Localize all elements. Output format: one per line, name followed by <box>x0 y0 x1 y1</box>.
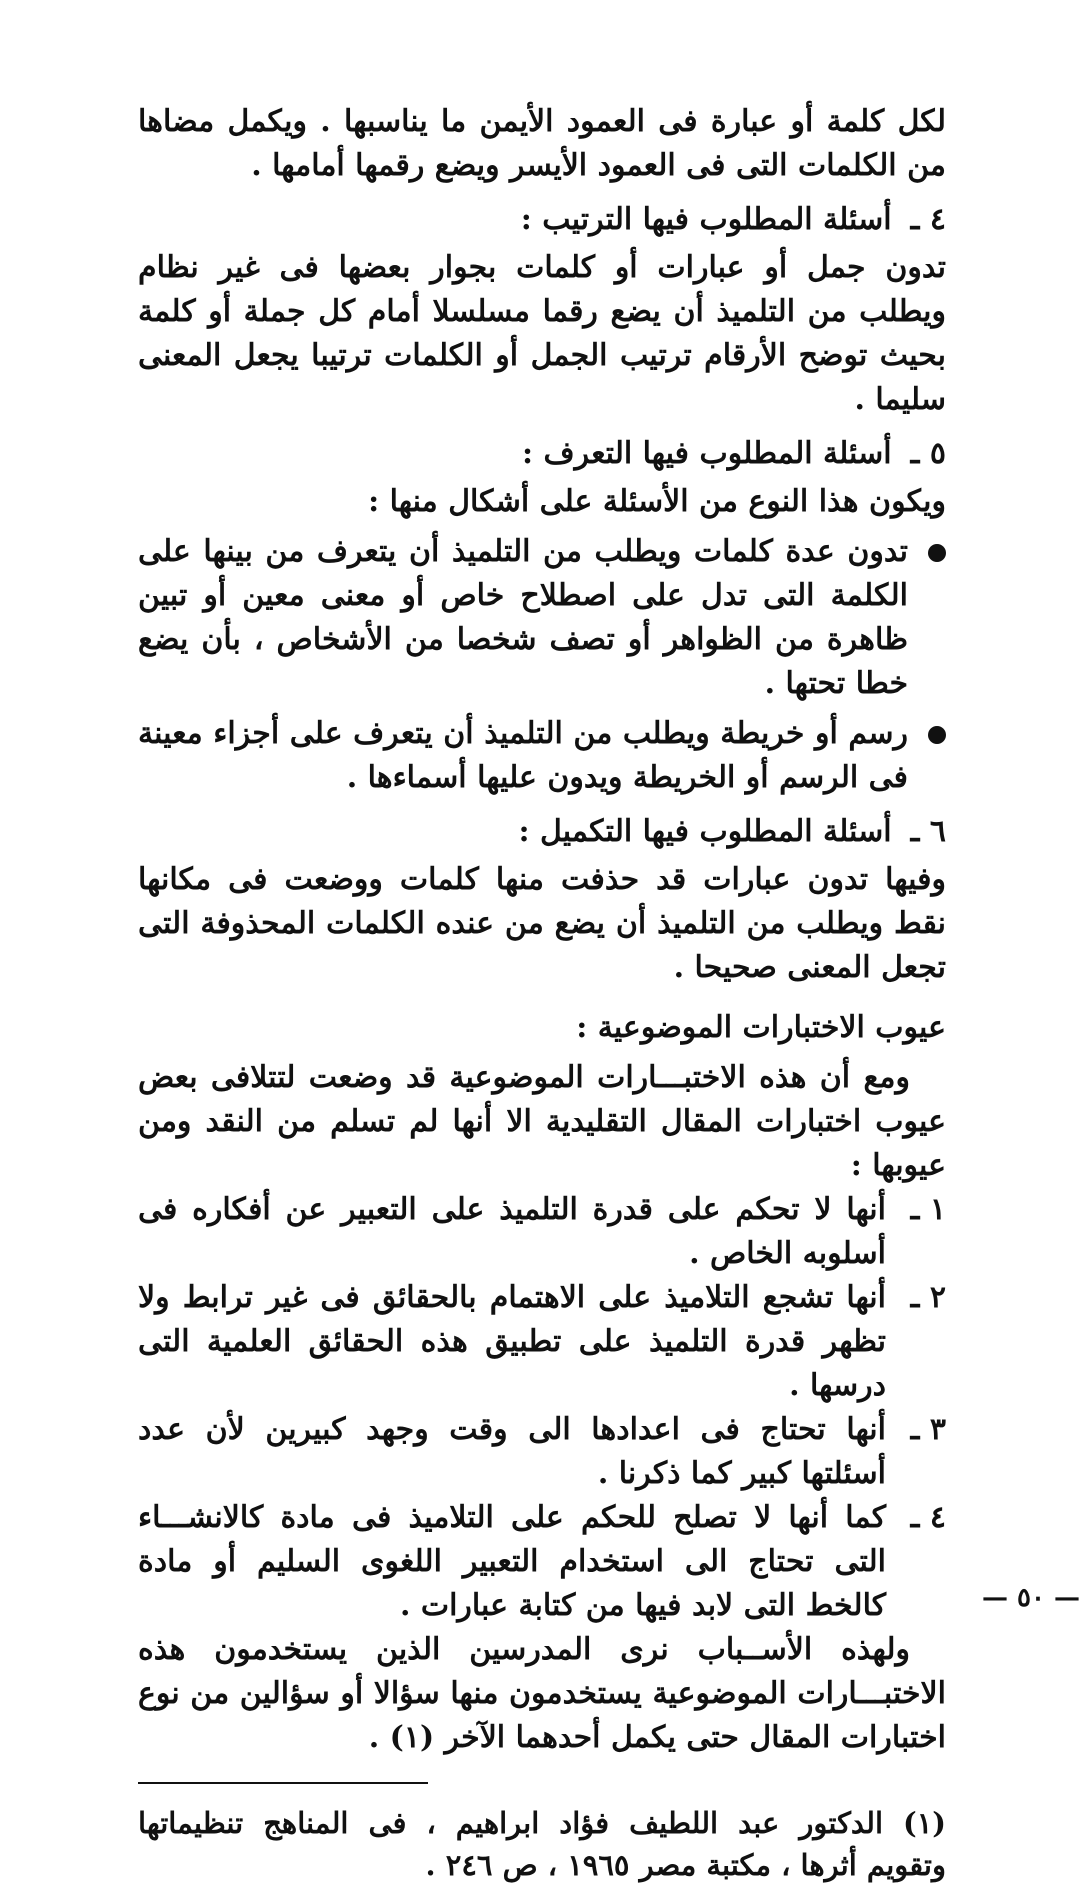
flaws-section-title: عيوب الاختبارات الموضوعية : <box>576 1010 946 1045</box>
section-5-number: ٥ ـ <box>910 436 946 471</box>
flaw-text: أنها لا تحكم على قدرة التلميذ على التعبير عن أفكاره فى أسلوبه الخاص . <box>138 1192 886 1271</box>
section-6-body: وفيها تدون عبارات قد حذفت منها كلمات ووضعت فى مكانها نقط ويطلب من التلميذ أن يضع من عنده الكلمات المحذوفة التى تجعل المعنى صحيحا . <box>138 862 946 985</box>
bullet-text: رسم أو خريطة ويطلب من التلميذ أن يتعرف على أجزاء معينة فى الرسم أو الخريطة ويدون عليها أسماءها . <box>138 716 908 795</box>
section-4-number: ٤ ـ <box>910 202 946 237</box>
flaw-number: ١ ـ <box>910 1192 946 1227</box>
section-5-title: أسئلة المطلوب فيها التعرف : <box>522 436 892 471</box>
intro-paragraph: لكل كلمة أو عبارة فى العمود الأيمن ما يناسبها . ويكمل مضاها من الكلمات التى فى العمود الأيسر ويضع رقمها أمامها . <box>138 104 946 183</box>
flaw-number: ٣ ـ <box>910 1412 946 1447</box>
flaws-intro: ومع أن هذه الاختبـــارات الموضوعية قد وضعت لتتلافى بعض عيوب اختبارات المقال التقليدية الا أنها لم تسلم من النقد ومن عيوبها : <box>138 1060 946 1183</box>
flaw-text: كما أنها لا تصلح للحكم على التلاميذ فى مادة كالانشـــاء التى تحتاج الى استخدام التعبير اللغوى السليم أو مادة كالخط التى لابد فيها من كتابة عبارات . <box>138 1500 887 1623</box>
section-6-number: ٦ ـ <box>910 814 946 849</box>
section-6-title: أسئلة المطلوب فيها التكميل : <box>518 814 892 849</box>
section-4-heading <box>138 198 946 242</box>
section-6-heading <box>138 810 946 854</box>
bullet-item <box>138 712 946 800</box>
flaw-text: أنها تحتاج فى اعدادها الى وقت وجهد كبيرين لأن عدد أسئلتها كبير كما ذكرنا . <box>138 1412 886 1491</box>
flaw-text: أنها تشجع التلاميذ على الاهتمام بالحقائق فى غير ترابط ولا تظهر قدرة التلميذ على تطبيق هذه الحقائق العلمية التى درسها . <box>138 1280 886 1403</box>
section-5-body: ويكون هذا النوع من الأسئلة على أشكال منها : <box>368 484 946 519</box>
section-5-heading <box>138 432 946 476</box>
flaw-item <box>138 1276 946 1408</box>
bullet-dot-icon <box>928 726 946 744</box>
flaw-item <box>138 1408 946 1496</box>
footnote-divider <box>138 1782 428 1784</box>
section-4-title: أسئلة المطلوب فيها الترتيب : <box>520 202 892 237</box>
flaw-number: ٤ ـ <box>910 1500 946 1535</box>
page-number: — ٥٠ — <box>981 1583 1080 1613</box>
footnote: (١) الدكتور عبد اللطيف فؤاد ابراهيم ، فى المناهج تنظيماتها وتقويم أثرها ، مكتبة مصر ١٩٦٥ ، ص ٢٤٦ . <box>138 1806 946 1882</box>
flaw-item <box>138 1188 946 1276</box>
conclusion-paragraph: ولهذه الأســباب نرى المدرسين الذين يستخدمون هذه الاختبـــارات الموضوعية يستخدمون منها سؤالا أو سؤالين من نوع اختبارات المقال حتى يكمل أحدهما الآخر (١) . <box>138 1632 946 1755</box>
flaw-number: ٢ ـ <box>910 1280 946 1315</box>
section-4-body: تدون جمل أو عبارات أو كلمات بجوار بعضها فى غير نظام ويطلب من التلميذ أن يضع رقما مسلسلا أمام كل جملة أو كلمة بحيث توضح الأرقام ترتيب الجمل أو الكلمات ترتيبا يجعل المعنى سليما . <box>138 250 946 417</box>
bullet-item <box>138 530 946 706</box>
bullet-dot-icon <box>928 544 946 562</box>
bullet-text: تدون عدة كلمات ويطلب من التلميذ أن يتعرف من بينها على الكلمة التى تدل على اصطلاح خاص أو معنى معين أو تبين ظاهرة من الظواهر أو تصف شخصا من الأشخاص ، بأن يضع خطا تحتها . <box>138 534 908 701</box>
